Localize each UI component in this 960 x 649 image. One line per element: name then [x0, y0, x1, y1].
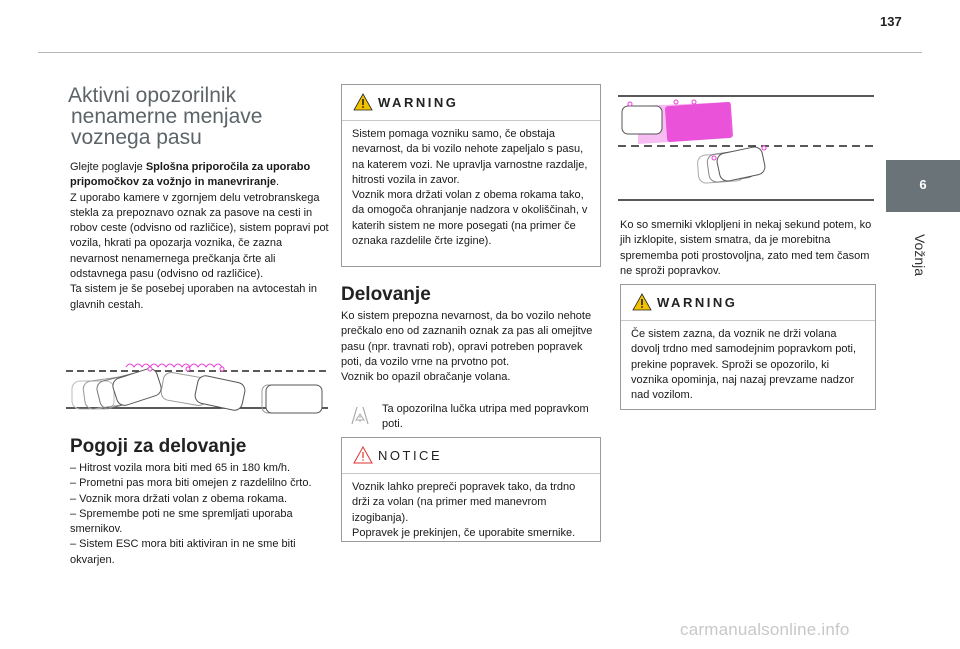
lane-highlight — [126, 364, 222, 367]
lane-illustration-2 — [618, 92, 874, 202]
chapter-label: Vožnja — [912, 233, 928, 277]
warning-box — [341, 84, 601, 267]
warning-paragraph: Sistem pomaga vozniku samo, če obstaja nevarnost, da bi vozilo nehote zapeljalo s pasu, na katerem vozi. Ne upravlja varnostne razdalje, hitrosti vozila in zavor. — [352, 128, 588, 186]
notice-label: NOTICE — [378, 448, 443, 463]
warning-box — [620, 284, 876, 410]
indicator-note: Ko so smerniki vklopljeni in nekaj sekund potem, ko jih izklopite, sistem smatra, da je morebitna sprememba poti prostovoljna, zato med tem časom ne sproži popravkov. — [620, 219, 872, 277]
intro-reference — [70, 160, 332, 191]
conditions-list — [70, 461, 332, 568]
conditions-heading: Pogoji za delovanje — [70, 436, 247, 457]
lamp-text: Ta opozorilna lučka utripa med popravkom poti. — [382, 403, 589, 431]
reference-lead: Glejte poglavje — [70, 161, 146, 173]
reference-end: . — [276, 176, 280, 189]
title-line: voznega pasu — [71, 126, 202, 149]
highlight-zone — [665, 102, 733, 143]
footer-watermark: carmanualsonline.info — [680, 620, 850, 639]
intro-paragraph: Z uporabo kamere v zgornjem delu vetrobranskega stekla za prepoznavo oznak za pasove na cesti in robov ceste (odvisno od različice), sistem popravi pot vozila, hkrati pa opozarja voznika, če zazna nevarnost nenamernega prečkanja črte ali odstavnega pasu (odvisno od različice). — [70, 191, 329, 281]
notice-paragraph: Voznik lahko prepreči popravek tako, da trdno drži za volan (na primer med manevrom izogibanja). — [352, 481, 576, 524]
warning-header — [342, 85, 600, 121]
title-line: Aktivni opozorilnik — [68, 84, 237, 107]
warning-paragraph: Voznik mora držati volan z obema rokama tako, da omogoča ohranjanje nadzora v okoliščinah, v katerih sistem ne more posegati (na primer če oznaka razdelile črte izgine). — [352, 189, 588, 248]
page-number: 137 — [880, 14, 902, 29]
page-title — [68, 85, 330, 148]
warning-body — [342, 121, 600, 257]
list-item: – Hitrost vozila mora biti med 65 in 180 km/h. — [70, 462, 291, 474]
chapter-number: 6 — [919, 177, 927, 192]
warning-label: WARNING — [378, 95, 459, 110]
intro-paragraph: Ta sistem je še posebej uporaben na avtocestah in glavnih cestah. — [70, 283, 318, 311]
title-line: nenamerne menjave — [71, 105, 263, 128]
notice-paragraph: Popravek je prekinjen, če uporabite smernike. — [352, 526, 576, 539]
warning-paragraph: Če sistem zazna, da voznik ne drži volana dovolj trdno med samodejnim popravkom poti, prekine popravek. Sproži se opozorilo, ki voznika opominja, naj nazaj prevzame nadzor nad vozilom. — [631, 328, 857, 402]
warning-label: WARNING — [657, 295, 738, 310]
list-item: – Prometni pas mora biti omejen z razdelilno črto. — [70, 477, 312, 490]
warning-triangle-icon — [353, 93, 373, 111]
notice-body — [342, 474, 600, 549]
warning-header — [621, 285, 875, 321]
list-item: – Voznik mora držati volan z obema rokama. — [70, 492, 288, 505]
notice-triangle-icon — [353, 446, 373, 464]
top-divider — [38, 52, 922, 53]
operation-text — [341, 309, 603, 385]
notice-box — [341, 437, 601, 542]
list-item: – Spremembe poti ne sme spremljati uporaba smernikov. — [70, 507, 293, 536]
chapter-tab[interactable] — [886, 160, 960, 212]
reference-link[interactable]: Splošna priporočila za uporabo pripomočkov za vožnjo in manevriranje — [70, 161, 311, 189]
operation-heading: Delovanje — [341, 284, 431, 305]
list-item: – Sistem ESC mora biti aktiviran in ne sme biti okvarjen. — [70, 538, 296, 566]
warning-body — [621, 321, 875, 411]
lane-departure-lamp-icon — [349, 404, 371, 426]
warning-triangle-icon — [632, 293, 652, 311]
operation-paragraph: Voznik bo opazil obračanje volana. — [341, 371, 511, 384]
intro-text — [70, 160, 332, 313]
operation-paragraph: Ko sistem prepozna nevarnost, da bo vozilo nehote prečkalo eno od zaznanih oznak za pas ali omejitve pasu (npr. travnati rob), opravi potreben popravek poti, da vozilo vrne na prvotno pot. — [341, 310, 593, 368]
lane-illustration-1 — [66, 355, 328, 421]
notice-header — [342, 438, 600, 474]
